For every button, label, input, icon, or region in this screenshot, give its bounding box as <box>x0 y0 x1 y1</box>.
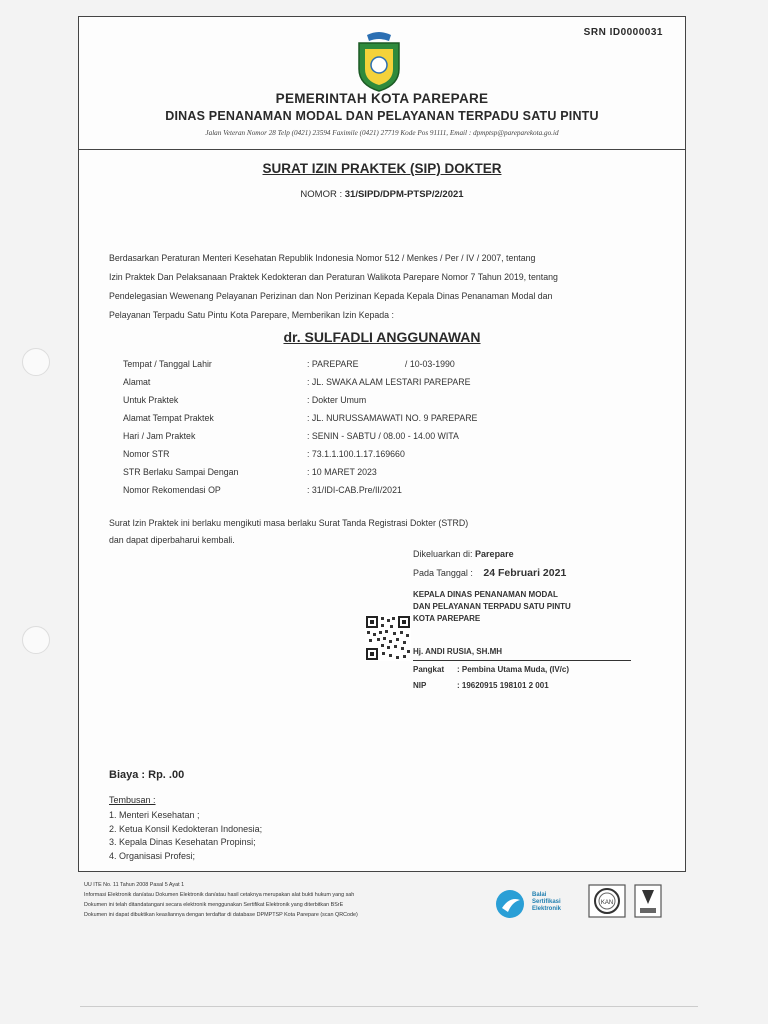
field-label: Tempat / Tanggal Lahir <box>123 359 212 369</box>
validity-line: dan dapat diperbaharui kembali. <box>109 535 235 545</box>
legal-note: Informasi Elektronik dan/atau Dokumen Elektronik dan/atau hasil cetaknya merupakan alat bukti hukum yang sah <box>84 892 355 898</box>
official-title <box>413 589 571 625</box>
permit-document <box>78 16 686 872</box>
cc-item: 3. Kepala Dinas Kesehatan Propinsi; <box>109 837 256 847</box>
cc-item: 2. Ketua Konsil Kedokteran Indonesia; <box>109 823 263 834</box>
document-number <box>79 189 685 200</box>
issued-date-row <box>413 567 566 585</box>
official-title-line: KEPALA DINAS PENANAMAN MODAL <box>413 590 558 599</box>
punch-hole-bottom <box>22 626 50 654</box>
document-number-label: NOMOR : <box>300 189 343 200</box>
issued-place-row <box>413 549 566 567</box>
page-bottom-rule <box>80 1006 698 1007</box>
official-title-line: DAN PELAYANAN TERPADU SATU PINTU <box>413 602 571 611</box>
bsre-line: Elektronik <box>532 906 562 912</box>
signature-divider <box>413 660 631 661</box>
issued-place-label: Dikeluarkan di: <box>413 549 473 559</box>
field-label: STR Berlaku Sampai Dengan <box>123 467 239 477</box>
cc-item: 1. Menteri Kesehatan ; <box>109 810 200 820</box>
intro-line: Berdasarkan Peraturan Menteri Kesehatan Republik Indonesia Nomor 512 / Menkes / Per / IV / 2007, tentang <box>109 253 536 263</box>
agency-address: Jalan Veteran Nomor 28 Telp (0421) 23594 Faximile (0421) 27719 Kode Pos 91111, Email : dpmptsp@pareparekota.go.id <box>205 129 559 137</box>
srn-number: SRN ID0000031 <box>583 27 663 38</box>
issued-date-label: Pada Tanggal : <box>413 568 473 578</box>
nip-value: : 19620915 198101 2 001 <box>457 681 549 690</box>
cc-item: 4. Organisasi Profesi; <box>109 850 196 861</box>
field-value: : PAREPARE / 10-03-1990 <box>307 359 455 369</box>
validity-line: Surat Izin Praktek ini berlaku mengikuti masa berlaku Surat Tanda Registrasi Dokter (STRD) <box>109 518 469 528</box>
agency-name: DINAS PENANAMAN MODAL DAN PELAYANAN TERPADU SATU PINTU <box>165 109 599 123</box>
field-value: : 31/IDI-CAB.Pre/II/2021 <box>307 485 402 495</box>
nip-label: NIP <box>413 681 427 690</box>
field-label: Nomor Rekomendasi OP <box>123 485 221 495</box>
qr-code-icon <box>365 615 411 661</box>
holder-name: dr. SULFADLI ANGGUNAWAN <box>283 329 481 345</box>
intro-line: Pelayanan Terpadu Satu Pintu Kota Parepare, Memberikan Izin Kepada : <box>109 310 394 320</box>
intro-paragraph <box>109 249 665 325</box>
issued-date: 24 Februari 2021 <box>483 567 567 579</box>
field-value: : 10 MARET 2023 <box>307 467 377 477</box>
svg-text:KAN: KAN <box>600 900 614 906</box>
legal-note: Dokumen ini telah ditandatangani secara elektronik menggunakan Sertifikat Elektronik yang diterbitkan BSrE <box>84 902 344 908</box>
field-value: : 73.1.1.100.1.17.169660 <box>307 449 405 459</box>
field-label: Hari / Jam Praktek <box>123 431 196 441</box>
rank-value: : Pembina Utama Muda, (IV/c) <box>457 665 570 674</box>
city-emblem-icon <box>351 29 407 93</box>
legal-note: UU ITE No. 11 Tahun 2008 Pasal 5 Ayat 1 <box>84 882 185 888</box>
official-title-line: KOTA PAREPARE <box>413 614 481 623</box>
rank-label: Pangkat <box>413 665 445 674</box>
cc-title: Tembusan : <box>109 795 156 805</box>
field-value: : SENIN - SABTU / 08.00 - 14.00 WITA <box>307 431 459 441</box>
kan-seal-icon <box>588 884 626 918</box>
intro-line: Pendelegasian Wewenang Pelayanan Perizinan dan Non Perizinan Kepada Kepala Dinas Penanaman Modal dan <box>109 291 553 301</box>
official-name: Hj. ANDI RUSIA, SH.MH <box>413 647 503 656</box>
issued-place: Parepare <box>475 549 514 559</box>
punch-hole-top <box>22 348 50 376</box>
field-label: Alamat Tempat Praktek <box>123 413 214 423</box>
legal-note: Dokumen ini dapat dibuktikan keasliannya dengan terdaftar di database DPMPTSP Kota Parepare (scan QRCode) <box>84 912 358 918</box>
field-label: Untuk Praktek <box>123 395 179 405</box>
fee-amount: Biaya : Rp. .00 <box>109 769 185 781</box>
legal-notes <box>84 880 484 920</box>
bsre-line: Balai <box>532 892 547 898</box>
validity-statement <box>109 515 629 549</box>
header-divider <box>79 149 685 150</box>
field-label: Nomor STR <box>123 449 170 459</box>
government-name: PEMERINTAH KOTA PAREPARE <box>275 91 489 106</box>
field-value: : JL. SWAKA ALAM LESTARI PAREPARE <box>307 377 471 387</box>
issuance-block <box>413 549 566 585</box>
field-value: : Dokter Umum <box>307 395 367 405</box>
bsre-line: Sertifikasi <box>532 899 561 905</box>
document-title: SURAT IZIN PRAKTEK (SIP) DOKTER <box>262 161 502 176</box>
document-number-value: 31/SIPD/DPM-PTSP/2/2021 <box>344 189 464 200</box>
cc-list <box>109 809 262 863</box>
field-value: : JL. NURUSSAMAWATI NO. 9 PAREPARE <box>307 413 478 423</box>
certification-badge-icon <box>634 884 662 918</box>
field-label: Alamat <box>123 377 151 387</box>
intro-line: Izin Praktek Dan Pelaksanaan Praktek Kedokteran dan Peraturan Walikota Parepare Nomor 7 Tahun 2019, tentang <box>109 272 558 282</box>
bsre-logo-text <box>532 892 561 913</box>
